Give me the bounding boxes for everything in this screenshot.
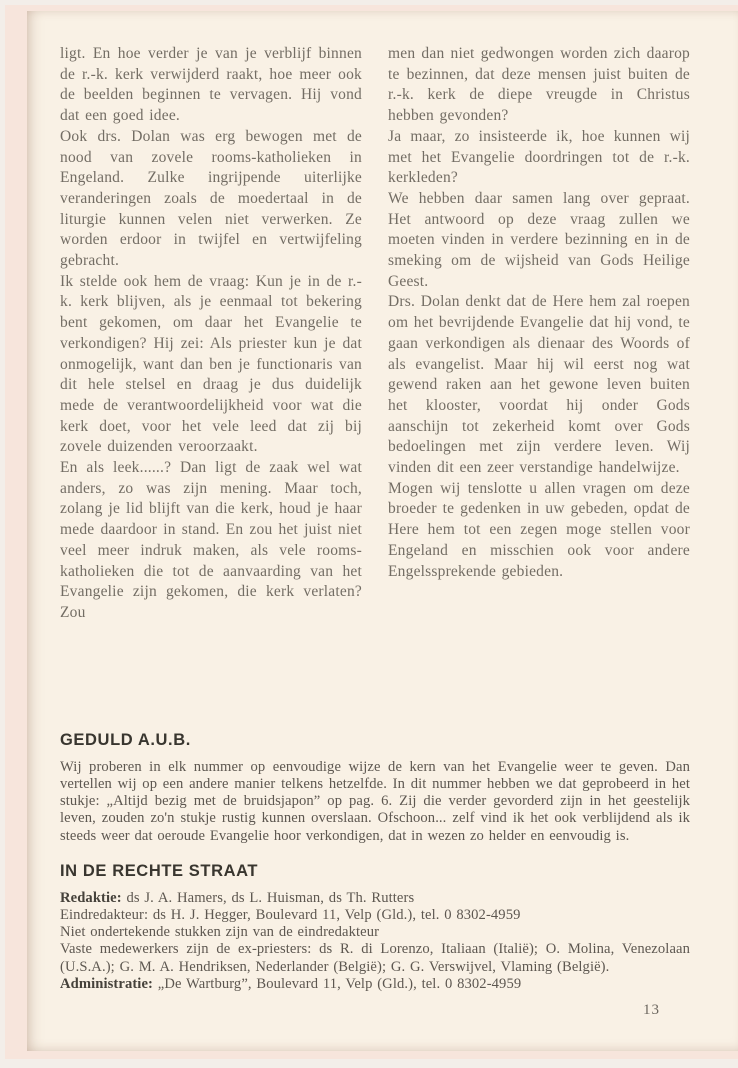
masthead-text: Niet ondertekende stukken zijn van de eindredakteur (60, 924, 380, 941)
section-heading-colofon: IN DE RECHTE STRAAT (60, 861, 259, 880)
article-paragraph: Ook drs. Dolan was erg bewogen met de nood van zovele rooms-katholieken in Engeland. Zulke ingrijpende uiterlijke veranderingen zoals de moedertaal in de liturgie kunnen velen niet verwerken. Ze worden erdoor in twijfel en vertwijfeling gebracht. (60, 127, 362, 270)
two-column-article (60, 44, 690, 624)
article-paragraph: We hebben daar samen lang over gepraat. Het antwoord op deze vraag zullen we moeten vinden in verdere bezinning en in de smeking om de wijsheid van Gods Heilige Geest. (388, 189, 690, 290)
masthead-text: „De Wartburg”, Boulevard 11, Velp (Gld.), tel. 0 8302-4959 (153, 975, 522, 992)
article-paragraph: men dan niet gedwongen worden zich daarop te bezinnen, dat deze mensen juist buiten de r.-k. kerk de diepe vreugde in Christus hebben gevonden? (388, 45, 690, 125)
page-paper (27, 11, 738, 1051)
article-column-right (388, 44, 690, 624)
section-geduld (60, 731, 690, 845)
masthead-line (60, 890, 690, 907)
masthead-line (60, 907, 690, 924)
section-body-geduld: Wij proberen in elk nummer op eenvoudige wijze de kern van het Evangelie weer te geven. Dan vertellen wij op een andere manier telkens hetzelfde. In dit nummer hebben we dat geprobeerd in het stukje: „Altijd bezig met de bruidsjapon” op pag. 6. Zij die verder gevorderd zijn in het geestelijk leven, zouden zo'n stukje rustig kunnen overslaan. Ofschoon... zelf vind ik het ook verblijdend als ik steeds weer dat oeroude Evangelie hoor verkondigen, dat in wezen zo helder en eenvoudig is. (60, 758, 690, 844)
masthead-line (60, 924, 690, 941)
article-paragraph: Mogen wij tenslotte u allen vragen om deze broeder te gedenken in uw gebeden, opdat de Here hem tot een zegen moge stellen voor Engeland en misschien ook voor andere Engelssprekende gebieden. (388, 479, 690, 580)
masthead-label: Administratie: (60, 975, 154, 992)
page-content (60, 44, 690, 1019)
masthead-text: Vaste medewerkers zijn de ex-priesters: ds R. di Lorenzo, Italiaan (Italië); O. Molina, Venezolaan (U.S.A.); G. M. A. Hendriksen, Nederlander (België); G. G. Verswijvel, Vlaming (België). (60, 941, 690, 975)
masthead (60, 890, 690, 993)
article-column-left (60, 44, 362, 624)
article-paragraph: Drs. Dolan denkt dat de Here hem zal roepen om het bevrijdende Evangelie dat hij vond, te gaan verkondigen als dienaar des Woords of als evangelist. Maar hij wil eerst nog wat gewend raken aan het gewone leven buiten het klooster, voordat hij onder Gods aanschijn tot zekerheid komt over Gods bedoelingen met zijn verdere leven. Wij vinden dit een zeer verstandige handelwijze. (388, 293, 690, 477)
article-paragraph: Ik stelde ook hem de vraag: Kun je in de r.-k. kerk blijven, als je eenmaal tot bekering bent gekomen, om daar het Evangelie te verkondigen? Hij zei: Als priester kun je dat onmogelijk, want dan ben je functionaris van dit hele stelsel en draag je dus duidelijk mede de verantwoordelijkheid voor wat die kerk doet, voor het vele leed dat zij bij zovele duizenden veroorzaakt. (60, 272, 362, 456)
page-number: 13 (643, 1001, 660, 1018)
masthead-line (60, 976, 690, 993)
masthead-text: Eindredakteur: ds H. J. Hegger, Boulevard 11, Velp (Gld.), tel. 0 8302-4959 (60, 906, 521, 923)
section-heading-geduld: GEDULD A.U.B. (60, 730, 191, 749)
masthead-line (60, 941, 690, 975)
article-paragraph: En als leek......? Dan ligt de zaak wel wat anders, zo was zijn mening. Maar toch, zolang je lid blijft van die kerk, houd je haar mede daardoor in stand. En zou het juist niet veel meer indruk maken, als vele rooms-katholieken die tot de aanvaarding van het Evangelie zijn gekomen, die kerk verlaten? Zou (60, 459, 362, 621)
section-colofon (60, 862, 690, 993)
article-paragraph: Ja maar, zo insisteerde ik, hoe kunnen wij met het Evangelie doordringen tot de r.-k. kerkleden? (388, 127, 690, 187)
article-paragraph: ligt. En hoe verder je van je verblijf binnen de r.-k. kerk verwijderd raakt, hoe meer ook de beelden beginnen te vervagen. Hij vond dat een goed idee. (60, 45, 362, 125)
masthead-label: Redaktie: (60, 889, 122, 906)
masthead-text: ds J. A. Hamers, ds L. Huisman, ds Th. Rutters (121, 889, 415, 906)
